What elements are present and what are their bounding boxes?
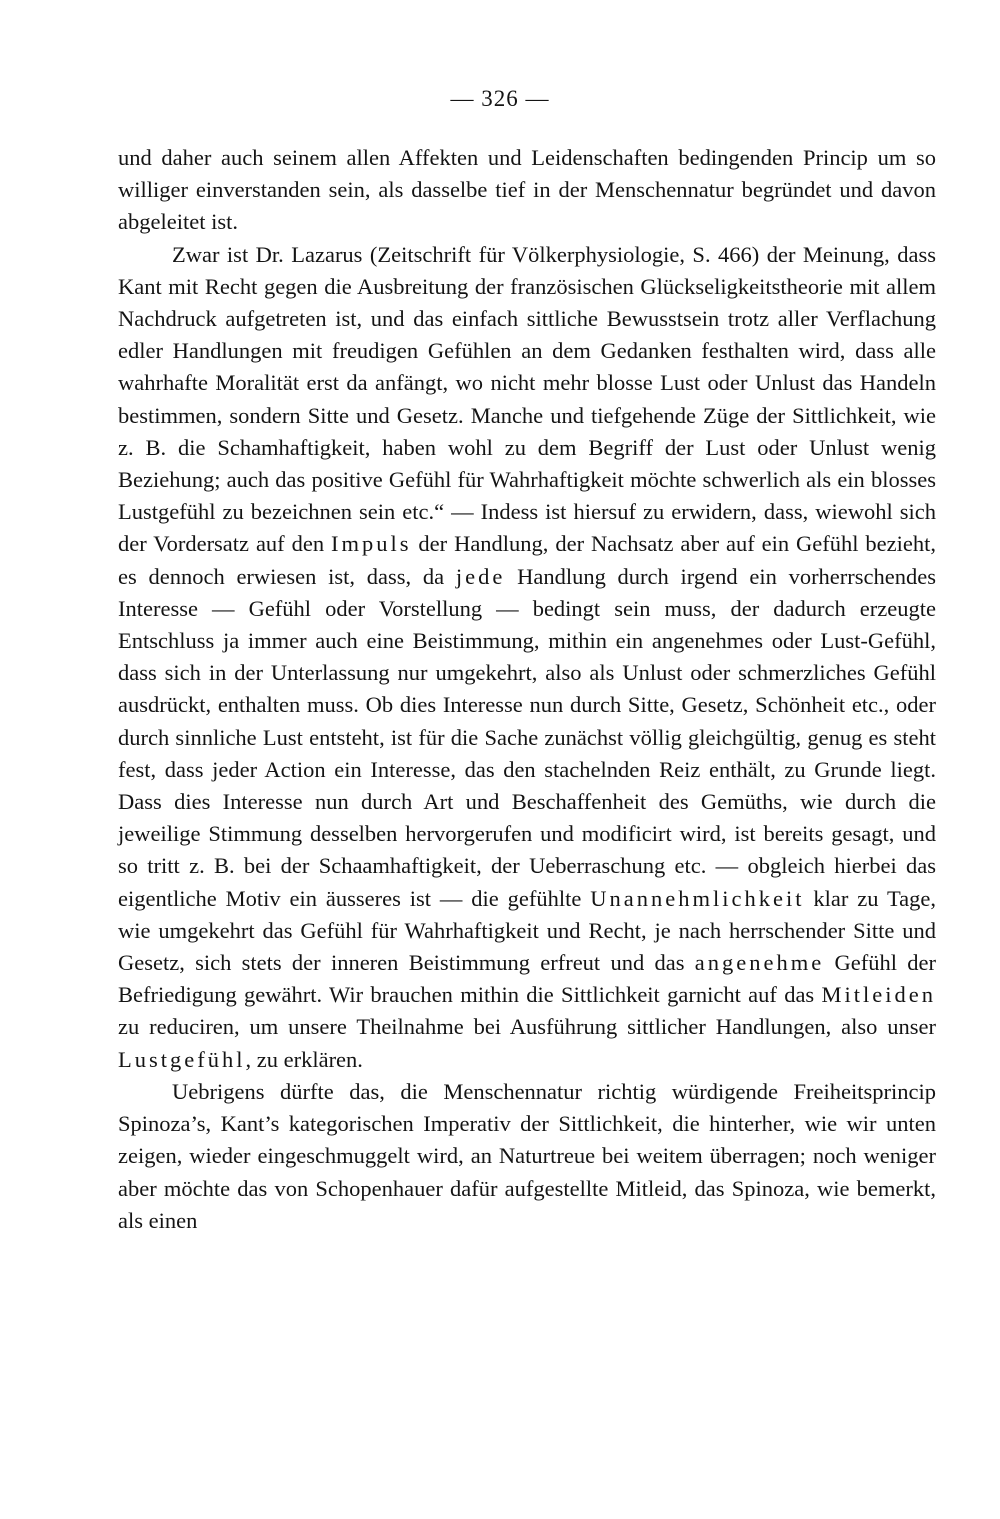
emphasized-text: Lustgefühl	[118, 1046, 246, 1072]
text-segment: und daher auch seinem allen Affekten und Leidenschaften bedingenden Princip um so williger einverstanden sein, als dasselbe tief in der Menschennatur begründet und davon abgeleitet ist.	[118, 145, 936, 235]
body-text	[118, 142, 936, 1237]
text-segment: Uebrigens dürfte das, die Menschennatur richtig würdigende Freiheitsprincip Spinoza’s, Kant’s kategorischen Imperativ der Sittlichkeit, die hinterher, wie wir unten zeigen, wieder eingeschmuggelt wird, an Naturtreue bei weitem überragen; noch weniger aber möchte das von Schopenhauer dafür aufgestellte Mitleid, das Spinoza, wie bemerkt, als einen	[118, 1078, 936, 1233]
text-segment: Zwar ist Dr. Lazarus (Zeitschrift für Völkerphysiologie, S. 466) der Meinung, dass Kant mit Recht gegen die Ausbreitung der französischen Glückseligkeitstheorie mit allem Nachdruck aufgetreten ist, und das einfach sittliche Bewusstsein trotz aller Verflachung edler Handlungen mit freudigen Gefühlen an dem Gedanken festhalten wird, dass alle wahrhafte Moralität erst da anfängt, wo nicht mehr blosse Lust oder Unlust das Handeln bestimmen, sondern Sitte und Gesetz. Manche und tiefgehende Züge der Sittlichkeit, wie z. B. die Schamhaftigkeit, haben wohl zu dem Begriff der Lust oder Unlust wenig Beziehung; auch das positive Gefühl für Wahrhaftigkeit möchte schwerlich als ein blosses Lustgefühl zu bezeichnen sein etc.“ — Indess ist hiersuf zu erwidern, dass, wiewohl sich der Vordersatz auf den	[118, 241, 936, 557]
paragraph	[118, 1076, 936, 1237]
text-segment: , zu erklären.	[245, 1046, 363, 1072]
text-segment: klar zu Tage, wie umgekehrt das Gefühl für Wahrhaftigkeit und Recht, je nach herrschender Sitte und Gesetz, sich stets der inneren Beistimmung erfreut und das	[118, 885, 936, 976]
text-segment: zu reduciren, um unsere Theilnahme bei Ausführung sittlicher Handlungen, also unser	[118, 1014, 936, 1040]
emphasized-text: angenehme	[694, 950, 825, 976]
text-segment: Gefühl der Befriedigung gewährt. Wir brauchen mithin die Sittlichkeit garnicht auf das	[118, 950, 936, 1008]
paragraph	[118, 142, 936, 239]
text-segment: der Handlung, der Nachsatz aber auf ein Gefühl bezieht, es dennoch erwiesen ist, dass, da	[118, 531, 936, 589]
text-segment: Handlung durch irgend ein vorherrschendes Interesse — Gefühl oder Vorstellung — bedingt sein muss, der dadurch erzeugte Entschluss ja immer auch eine Beistimmung, mithin ein angenehmes oder Lust-Gefühl, dass sich in der Unterlassung nur umgekehrt, also als Unlust oder schmerzliches Gefühl ausdrückt, enthalten muss. Ob dies Interesse nun durch Sitte, Gesetz, Schönheit etc., oder durch sinnliche Lust entsteht, ist für die Sache zunächst völlig gleichgültig, genug es steht fest, dass jeder Action ein Interesse, das den stachelnden Reiz enthält, zu Grunde liegt. Dass dies Interesse nun durch Art und Beschaffenheit des Gemüths, wie durch die jeweilige Stimmung desselben hervorgerufen und modificirt wird, ist bereits gesagt, und so tritt z. B. bei der Schaamhaftigkeit, der Ueberraschung etc. — obgleich hierbei das eigentliche Motiv ein äusseres ist — die gefühlte	[118, 563, 937, 911]
page-number: — 326 —	[450, 86, 550, 111]
emphasized-text: Impuls	[331, 531, 412, 557]
emphasized-text: Mitleiden	[821, 982, 936, 1008]
paragraph	[118, 239, 936, 1076]
emphasized-text: jede	[455, 563, 506, 589]
emphasized-text: Unannehmlichkeit	[590, 885, 805, 911]
